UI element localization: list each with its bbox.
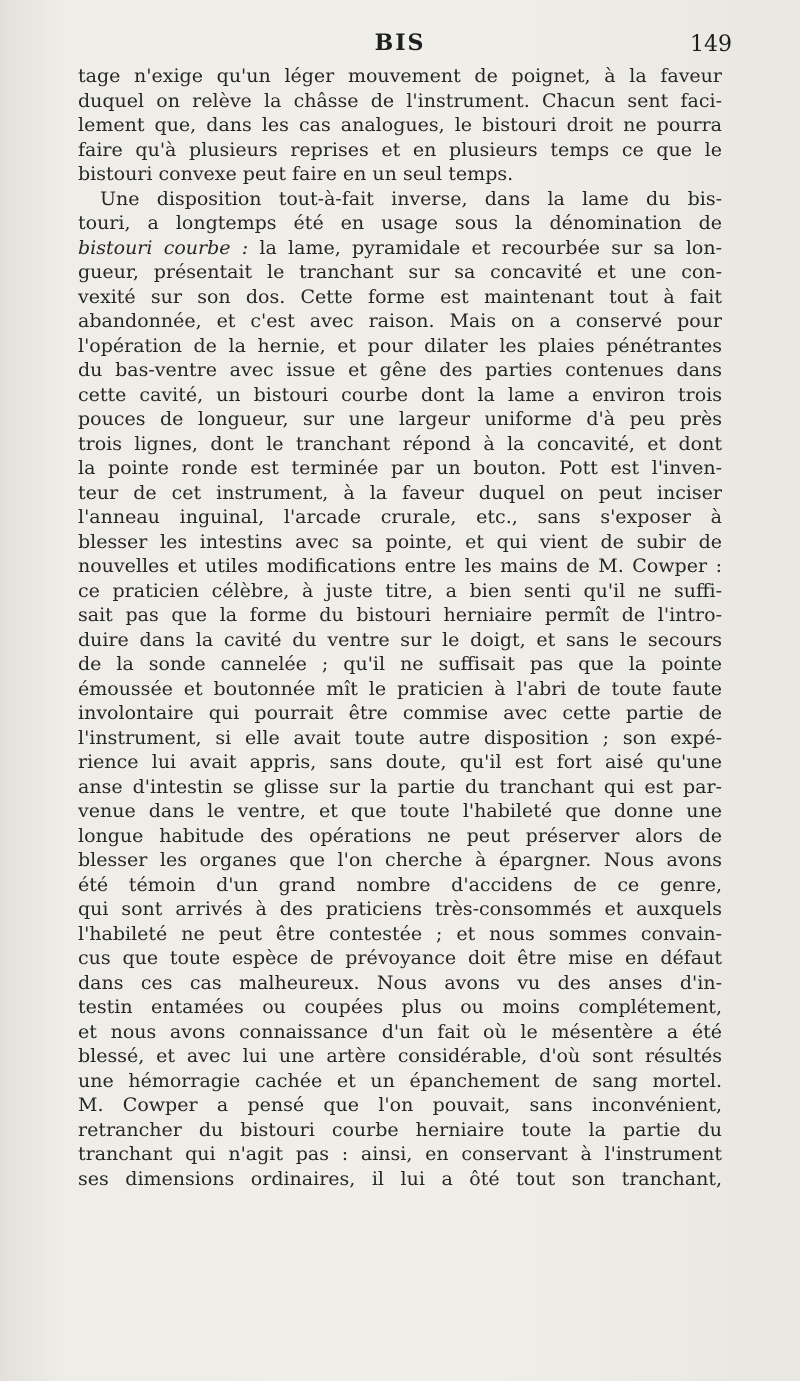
- text-line: duire dans la cavité du ventre sur le doigt, et sans le secours: [78, 628, 722, 651]
- text-line: l'anneau inguinal, l'arcade crurale, etc., sans s'exposer à: [78, 506, 722, 528]
- text-line: vexité sur son dos. Cette forme est maintenant tout à fait: [78, 285, 722, 308]
- text-line: tage n'exige qu'un léger mouvement de poignet, à la faveur: [78, 65, 722, 87]
- text-line: l'habileté ne peut être contestée ; et nous sommes convain-: [78, 922, 722, 945]
- text-line: faire qu'à plusieurs reprises et en plusieurs temps ce que le: [78, 138, 722, 161]
- text-line: été témoin d'un grand nombre d'accidens de ce genre,: [78, 873, 722, 896]
- text-line: de la sonde cannelée ; qu'il ne suffisait pas que la pointe: [78, 653, 722, 675]
- text-line: gueur, présentait le tranchant sur sa concavité et une con-: [78, 261, 722, 283]
- text-line: rience lui avait appris, sans doute, qu'il est fort aisé qu'une: [78, 751, 722, 773]
- body-text: [78, 64, 722, 1191]
- text-line: longue habitude des opérations ne peut préserver alors de: [78, 824, 722, 847]
- text-line: pouces de longueur, sur une largeur uniforme d'à peu près: [78, 408, 722, 430]
- text-line: anse d'intestin se glisse sur la partie du tranchant qui est par-: [78, 775, 722, 798]
- text-line: l'instrument, si elle avait toute autre disposition ; son expé-: [78, 726, 722, 749]
- text-line: cus que toute espèce de prévoyance doit être mise en défaut: [78, 947, 722, 969]
- text-line: involontaire qui pourrait être commise avec cette partie de: [78, 702, 722, 724]
- text-line: émoussée et boutonnée mît le praticien à l'abri de toute faute: [78, 677, 722, 700]
- running-head: BIS: [374, 30, 426, 56]
- text-line: testin entamées ou coupées plus ou moins complétement,: [78, 996, 722, 1018]
- text-line: une hémorragie cachée et un épanchement de sang mortel.: [78, 1069, 722, 1092]
- text-line: blessé, et avec lui une artère considérable, d'où sont résultés: [78, 1045, 722, 1067]
- text-line: lement que, dans les cas analogues, le bistouri droit ne pourra: [78, 114, 722, 136]
- text-line: sait pas que la forme du bistouri herniaire permît de l'intro-: [78, 604, 722, 626]
- text-line: abandonnée, et c'est avec raison. Mais on a conservé pour: [78, 310, 722, 332]
- text-line: trois lignes, dont le tranchant répond à la concavité, et dont: [78, 432, 722, 455]
- text-line: dans ces cas malheureux. Nous avons vu des anses d'in-: [78, 971, 722, 994]
- text-line: blesser les intestins avec sa pointe, et qui vient de subir de: [78, 530, 722, 553]
- text-line: teur de cet instrument, à la faveur duquel on peut inciser: [78, 481, 722, 504]
- text-line: qui sont arrivés à des praticiens très-consommés et auxquels: [78, 898, 722, 920]
- text-line: la pointe ronde est terminée par un bouton. Pott est l'inven-: [78, 457, 722, 479]
- text-line: et nous avons connaissance d'un fait où le mésentère a été: [78, 1020, 722, 1043]
- text-line: bistouri convexe peut faire en un seul temps.: [78, 163, 514, 185]
- text-line: blesser les organes que l'on cherche à épargner. Nous avons: [78, 849, 722, 871]
- text-line: M. Cowper a pensé que l'on pouvait, sans inconvénient,: [78, 1094, 722, 1116]
- text-line: l'opération de la hernie, et pour dilater les plaies pénétrantes: [78, 334, 722, 357]
- text-line: duquel on relève la châsse de l'instrument. Chacun sent faci-: [78, 89, 722, 112]
- text-line: venue dans le ventre, et que toute l'habileté que donne une: [78, 800, 722, 822]
- page-number: 149: [690, 32, 732, 57]
- text-line: retrancher du bistouri courbe herniaire toute la partie du: [78, 1118, 722, 1141]
- text-line-italic-term: bistouri courbe : la lame, pyramidale et recourbée sur sa lon-: [78, 236, 722, 259]
- text-line: cette cavité, un bistouri courbe dont la lame a environ trois: [78, 383, 722, 406]
- text-line: touri, a longtemps été en usage sous la dénomination de: [78, 212, 722, 234]
- text-line: nouvelles et utiles modifications entre les mains de M. Cowper :: [78, 555, 722, 577]
- text-line: du bas-ventre avec issue et gêne des parties contenues dans: [78, 359, 722, 381]
- text-line: tranchant qui n'agit pas : ainsi, en conservant à l'instrument: [78, 1143, 722, 1165]
- text-line: ce praticien célèbre, à juste titre, a bien senti qu'il ne suffi-: [78, 579, 722, 602]
- text-line: Une disposition tout-à-fait inverse, dans la lame du bis-: [100, 187, 722, 210]
- text-line: ses dimensions ordinaires, il lui a ôté tout son tranchant,: [78, 1167, 722, 1190]
- page-header: [78, 30, 732, 64]
